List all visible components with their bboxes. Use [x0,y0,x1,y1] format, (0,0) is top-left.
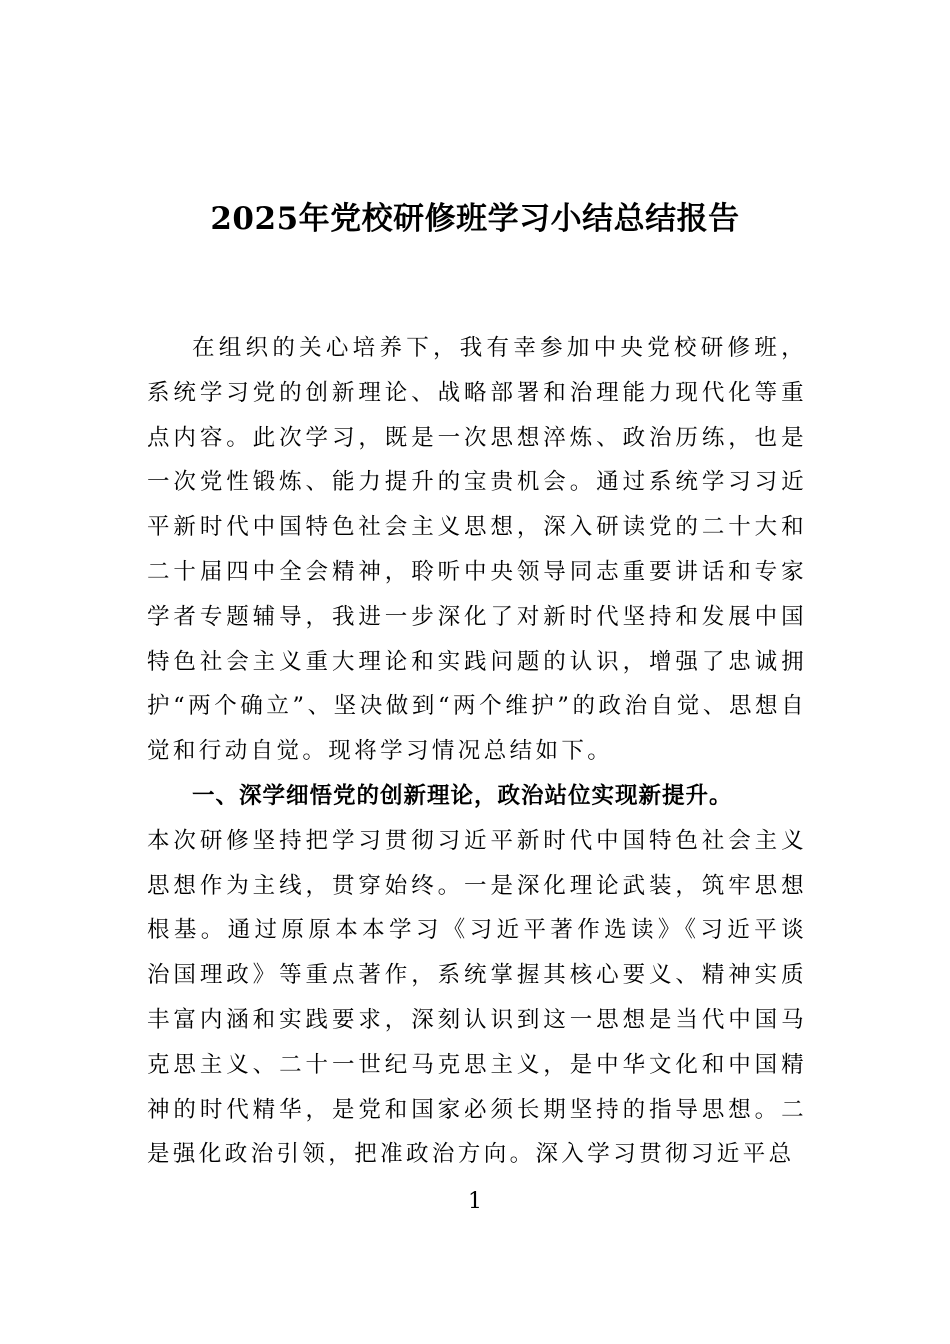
section-heading-1: 一、深学细悟党的创新理论，政治站位实现新提升。 [192,782,733,809]
document-body [147,326,807,1177]
section-paragraph-1: 本次研修坚持把学习贯彻习近平新时代中国特色社会主义思想作为主线，贯穿始终。一是深化理论武装，筑牢思想根基。通过原原本本学习《习近平著作选读》《习近平谈治国理政》等重点著作，系统掌握其核心要义、精神实质丰富内涵和实践要求，深刻认识到这一思想是当代中国马克思主义、二十一世纪马克思主义，是中华文化和中国精神的时代精华，是党和国家必须长期坚持的指导思想。二是强化政治引领，把准政治方向。深入学习贯彻习近平总 [147,827,807,1168]
page-number: 1 [468,1189,482,1214]
intro-paragraph: 在组织的关心培养下，我有幸参加中央党校研修班，系统学习党的创新理论、战略部署和治理能力现代化等重点内容。此次学习，既是一次思想淬炼、政治历练，也是一次党性锻炼、能力提升的宝贵机会。通过系统学习习近平新时代中国特色社会主义思想，深入研读党的二十大和二十届四中全会精神，聆听中央领导同志重要讲话和专家学者专题辅导，我进一步深化了对新时代坚持和发展中国特色社会主义重大理论和实践问题的认识，增强了忠诚拥护“两个确立”、坚决做到“两个维护”的政治自觉、思想自觉和行动自觉。现将学习情况总结如下。 [147,335,807,765]
document-title: 2025年党校研修班学习小结总结报告 [210,201,740,237]
